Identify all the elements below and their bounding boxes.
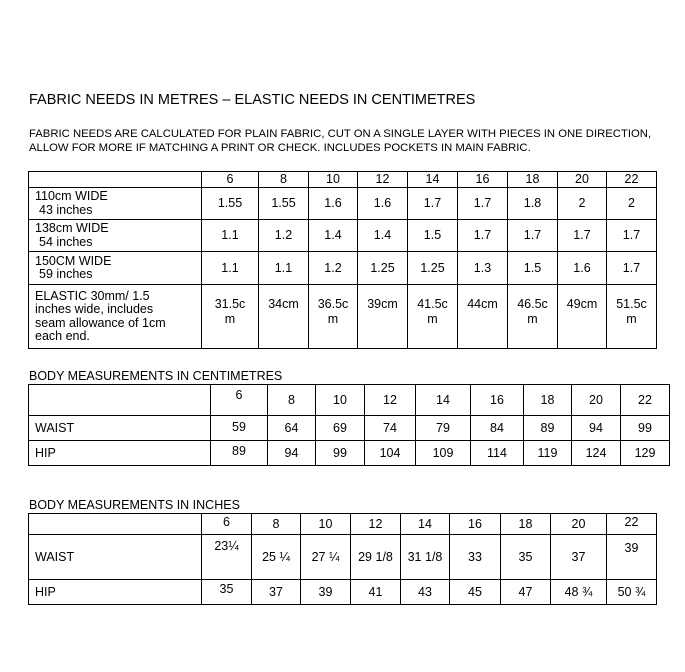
elastic-value-cell [458,285,508,349]
elastic-value-line: m [224,312,236,326]
value-cell: 99 [621,416,670,441]
size-header: 10 [301,514,351,535]
value-cell: 1.5 [408,220,458,252]
size-header: 12 [365,385,416,416]
row-label-line: 110cm WIDE [35,189,108,203]
row-label: HIP [29,441,211,466]
value-cell: 1.7 [408,188,458,220]
size-header-row [29,172,657,188]
row-label [29,252,202,285]
elastic-value-line: 46.5c [517,297,548,311]
size-header: 16 [458,172,508,188]
value-cell: 1.6 [309,188,358,220]
section-heading-cm: BODY MEASUREMENTS IN CENTIMETRES [29,369,283,383]
value-cell: 1.6 [358,188,408,220]
elastic-label-line: each end. [35,329,90,343]
value-cell: 94 [268,441,316,466]
value-cell: 45 [450,580,501,605]
value-cell: 2 [558,188,607,220]
elastic-value-cell [309,285,358,349]
elastic-value-line: 36.5c [317,297,349,311]
size-header: 6 [211,385,268,416]
table-row [29,441,670,466]
elastic-value-line: m [626,312,637,326]
value-cell: 69 [316,416,365,441]
value-cell: 31 1/8 [401,535,450,580]
table-row [29,188,657,220]
elastic-value-line: m [427,312,438,326]
size-header: 20 [572,385,621,416]
size-header: 22 [607,172,657,188]
row-label: WAIST [29,416,211,441]
size-header: 16 [471,385,524,416]
value-cell: 48 ¾ [551,580,607,605]
table-row [29,220,657,252]
row-label-line: 59 inches [39,267,93,281]
size-header: 6 [202,172,259,188]
value-cell: 109 [416,441,471,466]
row-label [29,188,202,220]
row-label-line: 54 inches [39,234,93,249]
size-header: 8 [259,172,309,188]
elastic-value-cell [408,285,458,349]
value-cell: 1.7 [458,188,508,220]
elastic-value-line: 44cm [467,297,498,311]
size-header: 22 [607,514,657,535]
size-header: 8 [268,385,316,416]
value-cell: 59 [211,416,268,441]
elastic-value-cell [358,285,408,349]
elastic-value-cell [558,285,607,349]
header-blank-cell [29,385,211,416]
elastic-value-cell [202,285,259,349]
value-cell: 1.1 [202,252,259,285]
value-cell: 43 [401,580,450,605]
row-label-line: 138cm WIDE [35,221,109,235]
value-cell: 1.25 [358,252,408,285]
section-heading-inches: BODY MEASUREMENTS IN INCHES [29,498,240,512]
size-header: 18 [524,385,572,416]
elastic-label-line: ELASTIC 30mm/ 1.5 [35,288,150,303]
elastic-value-line: 49cm [566,297,598,311]
value-cell: 1.6 [558,252,607,285]
size-header: 12 [358,172,408,188]
value-cell: 129 [621,441,670,466]
size-header: 12 [351,514,401,535]
value-cell: 23¼ [202,535,252,580]
row-label: HIP [29,580,202,605]
value-cell: 1.55 [259,188,309,220]
value-cell: 89 [524,416,572,441]
page-title: FABRIC NEEDS IN METRES – ELASTIC NEEDS IN CENTIMETRES [29,92,476,108]
value-cell: 124 [572,441,621,466]
elastic-value-line: 41.5c [417,297,448,311]
value-cell: 35 [501,535,551,580]
value-cell: 1.3 [458,252,508,285]
value-cell: 1.8 [508,188,558,220]
value-cell: 64 [268,416,316,441]
value-cell: 1.2 [309,252,358,285]
value-cell: 1.55 [202,188,259,220]
elastic-value-line: 31.5c [214,297,246,311]
value-cell: 2 [607,188,657,220]
value-cell: 41 [351,580,401,605]
elastic-value-cell [607,285,657,349]
value-cell: 1.25 [408,252,458,285]
elastic-row [29,285,657,349]
table-row [29,535,657,580]
body-measurements-inches-table [28,513,657,605]
value-cell: 104 [365,441,416,466]
value-cell: 1.4 [309,220,358,252]
value-cell: 25 ¼ [252,535,301,580]
elastic-label-line: inches wide, includes [35,302,154,316]
elastic-value-cell [508,285,558,349]
body-measurements-cm-table [28,384,670,466]
value-cell: 114 [471,441,524,466]
size-header: 20 [551,514,607,535]
value-cell: 1.1 [202,220,259,252]
value-cell: 1.7 [607,252,657,285]
value-cell: 1.5 [508,252,558,285]
size-header: 10 [316,385,365,416]
row-label-line: 150CM WIDE [35,253,112,268]
elastic-value-line: m [527,312,538,326]
elastic-value-line: 39cm [367,297,398,311]
table-row [29,252,657,285]
size-header: 18 [501,514,551,535]
size-header: 18 [508,172,558,188]
value-cell: 74 [365,416,416,441]
value-cell: 1.7 [508,220,558,252]
value-cell: 1.4 [358,220,408,252]
size-header: 14 [416,385,471,416]
value-cell: 27 ¼ [301,535,351,580]
value-cell: 1.7 [607,220,657,252]
value-cell: 119 [524,441,572,466]
size-header: 20 [558,172,607,188]
intro-text: FABRIC NEEDS ARE CALCULATED FOR PLAIN FABRIC, CUT ON A SINGLE LAYER WITH PIECES IN ONE DIRECTION, ALLOW FOR MORE IF MATCHING A PRINT OR CHECK. INCLUDES POCKETS IN MAIN FABRIC. [29,128,652,154]
size-header: 22 [621,385,670,416]
header-blank-cell [29,172,202,188]
value-cell: 99 [316,441,365,466]
value-cell: 94 [572,416,621,441]
value-cell: 29 1/8 [351,535,401,580]
value-cell: 1.7 [558,220,607,252]
value-cell: 37 [551,535,607,580]
fabric-needs-table [28,171,657,349]
value-cell: 39 [301,580,351,605]
row-label [29,220,202,252]
elastic-value-line: 34cm [268,297,299,311]
size-header: 10 [309,172,358,188]
value-cell: 50 ¾ [607,580,657,605]
value-cell: 79 [416,416,471,441]
elastic-value-line: 51.5c [616,297,647,311]
value-cell: 1.2 [259,220,309,252]
size-header: 14 [401,514,450,535]
header-blank-cell [29,514,202,535]
value-cell: 33 [450,535,501,580]
size-header: 16 [450,514,501,535]
elastic-label [29,285,202,349]
elastic-value-cell [259,285,309,349]
row-label: WAIST [29,535,202,580]
value-cell: 37 [252,580,301,605]
size-header: 14 [408,172,458,188]
value-cell: 84 [471,416,524,441]
size-header-row [29,514,657,535]
size-header: 8 [252,514,301,535]
value-cell: 1.7 [458,220,508,252]
value-cell: 35 [202,580,252,605]
elastic-label-line: seam allowance of 1cm [35,315,166,330]
table-row [29,580,657,605]
value-cell: 47 [501,580,551,605]
table-row [29,416,670,441]
row-label-line: 43 inches [39,202,93,217]
value-cell: 1.1 [259,252,309,285]
value-cell: 89 [211,441,268,466]
size-header: 6 [202,514,252,535]
value-cell: 39 [607,535,657,580]
elastic-value-line: m [327,312,339,326]
size-header-row [29,385,670,416]
